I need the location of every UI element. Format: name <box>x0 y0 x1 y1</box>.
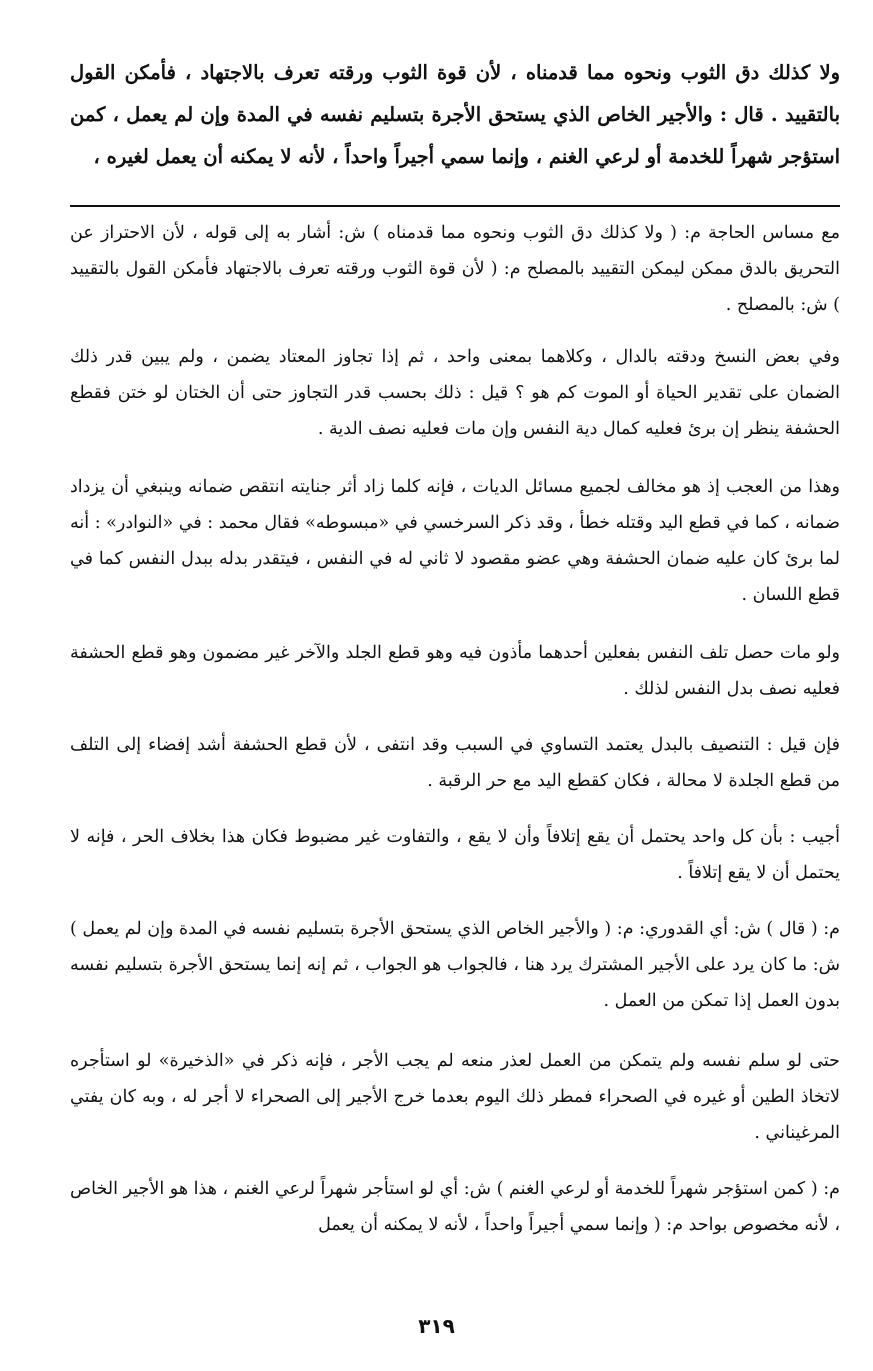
commentary-paragraph: حتى لو سلم نفسه ولم يتمكن من العمل لعذر منعه لم يجب الأجر ، فإنه ذكر في «الذخيرة» لو استأجره لاتخاذ الطين أو غيره في الصحراء فمطر ذلك اليوم بعدما خرج الأجير إلى الصحراء لا أجر له ، وبه كان يفتي المرغيناني . <box>70 1051 840 1143</box>
commentary-paragraph: مع مساس الحاجة م: ( ولا كذلك دق الثوب ونحوه مما قدمناه ) ش: أشار به إلى قوله ، لأن الاحتراز عن التحريق بالدق ممكن ليمكن التقييد بالمصلح م: ( لأن قوة الثوب ورقته تعرف بالاجتهاد فأمكن القول بالتقييد ) ش: بالمصلح . <box>70 223 840 315</box>
commentary-paragraph: م: ( قال ) ش: أي القدوري: م: ( والأجير الخاص الذي يستحق الأجرة بتسليم نفسه في المدة وإن لم يعمل ) ش: ما كان يرد على الأجير المشترك يرد هنا ، فالجواب هو الجواب ، ثم إنه إنما يستحق الأجرة بتسليم نفسه بدون العمل إذا تمكن من العمل . <box>70 919 840 1011</box>
commentary-paragraph: وهذا من العجب إذ هو مخالف لجميع مسائل الديات ، فإنه كلما زاد أثر جنايته انتقص ضمانه وينبغي أن يزداد ضمانه ، كما في قطع اليد وقتله خطأ ، وقد ذكر السرخسي في «مبسوطه» فقال محمد : في «النوادر» : أنه لما برئ كان عليه ضمان الحشفة وهي عضو مقصود لا ثاني له في النفس ، فيتقدر بدله ببدل النفس كما في قطع اللسان . <box>70 477 840 605</box>
main-text: ولا كذلك دق الثوب ونحوه مما قدمناه ، لأن قوة الثوب ورقته تعرف بالاجتهاد ، فأمكن القول بالتقييد . قال : والأجير الخاص الذي يستحق الأجرة بتسليم نفسه في المدة وإن لم يعمل ، كمن استؤجر شهراً للخدمة أو لرعي الغنم ، وإنما سمي أجيراً واحداً ، لأنه لا يمكنه أن يعمل لغيره ، <box>70 61 840 168</box>
commentary-block <box>70 215 840 1261</box>
commentary-paragraph: م: ( كمن استؤجر شهراً للخدمة أو لرعي الغنم ) ش: أي لو استأجر شهراً لرعي الغنم ، هذا هو الأجير الخاص ، لأنه مخصوص بواحد م: ( وإنما سمي أجيراً واحداً ، لأنه لا يمكنه أن يعمل <box>70 1179 840 1235</box>
commentary-paragraph: أجيب : بأن كل واحد يحتمل أن يقع إتلافاً وأن لا يقع ، والتفاوت غير مضبوط فكان هذا بخلاف الحر ، فإنه لا يحتمل أن لا يقع إتلافاً . <box>70 827 840 883</box>
commentary-paragraph: فإن قيل : التنصيف بالبدل يعتمد التساوي في السبب وقد انتفى ، لأن قطع الحشفة أشد إفضاء إلى التلف من قطع الجلدة لا محالة ، فكان كقطع اليد مع حر الرقبة . <box>70 735 840 791</box>
commentary-paragraph: ولو مات حصل تلف النفس بفعلين أحدهما مأذون فيه وهو قطع الجلد والآخر غير مضمون وهو قطع الحشفة فعليه نصف بدل النفس لذلك . <box>70 643 840 699</box>
commentary-paragraph: وفي بعض النسخ ودقته بالدال ، وكلاهما بمعنى واحد ، ثم إذا تجاوز المعتاد يضمن ، ولم يبين قدر ذلك الضمان على تقدير الحياة أو الموت كم هو ؟ قيل : ذلك بحسب قدر التجاوز حتى أن الختان لو ختن فقطع الحشفة ينظر إن برئ فعليه كمال دية النفس وإن مات فعليه نصف الدية . <box>70 347 840 439</box>
main-text-block <box>70 52 840 178</box>
page-number: ٣١٩ <box>418 1314 455 1338</box>
section-divider <box>70 205 840 207</box>
